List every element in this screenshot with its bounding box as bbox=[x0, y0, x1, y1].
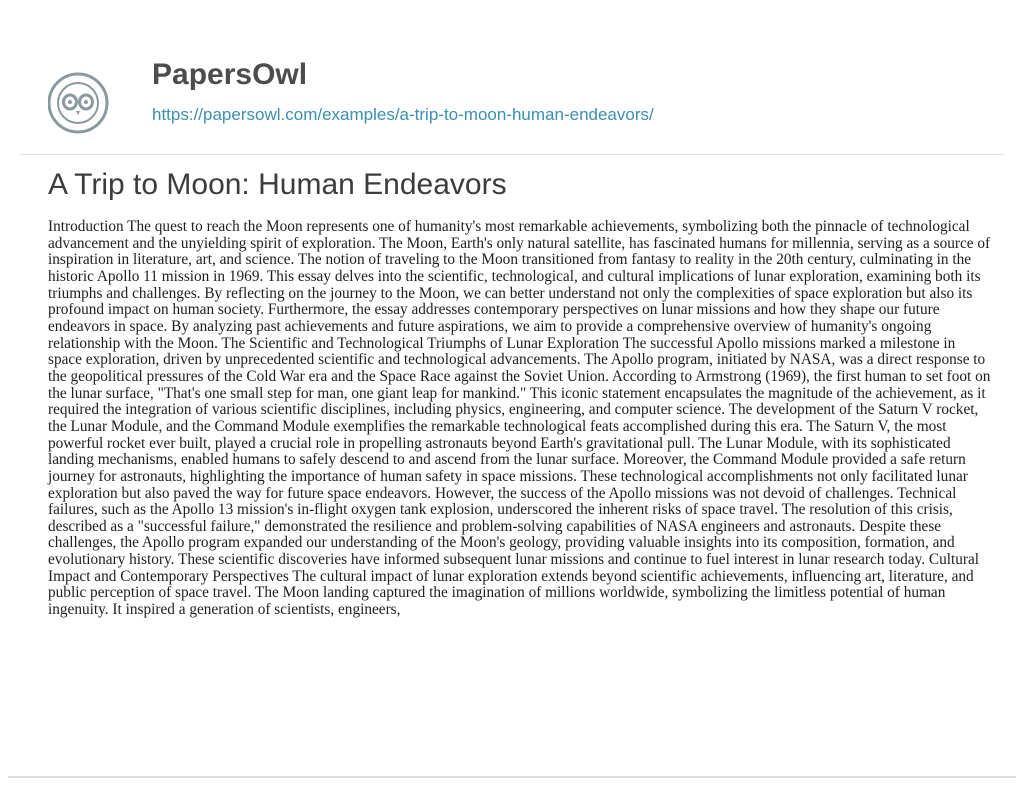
footer-divider bbox=[8, 776, 1016, 778]
page-title: A Trip to Moon: Human Endeavors bbox=[48, 168, 507, 201]
article-body: Introduction The quest to reach the Moon represents one of humanity's most remarkable achievements, symbolizing both the pinnacle of technological advancement and the unyielding spirit of exploration. The Moon, Earth's only natural satellite, has fascinated humans for millennia, serving as a source of inspiration in literature, art, and science. The notion of traveling to the Moon transitioned from fantasy to reality in the 20th century, culminating in the historic Apollo 11 mission in 1969. This essay delves into the scientific, technological, and cultural implications of lunar exploration, examining both its triumphs and challenges. By reflecting on the journey to the Moon, we can better understand not only the complexities of space exploration but also its profound impact on human society. Furthermore, the essay addresses contemporary perspectives on lunar missions and how they shape our future endeavors in space. By analyzing past achievements and future aspirations, we aim to provide a comprehensive overview of humanity's ongoing relationship with the Moon. The Scientific and Technological Triumphs of Lunar Exploration The successful Apollo missions marked a milestone in space exploration, driven by unprecedented scientific and technological advancements. The Apollo program, initiated by NASA, was a direct response to the geopolitical pressures of the Cold War era and the Space Race against the Soviet Union. According to Armstrong (1969), the first human to set foot on the lunar surface, "That's one small step for man, one giant leap for mankind." This iconic statement encapsulates the magnitude of the achievement, as it required the integration of various scientific disciplines, including physics, engineering, and computer science. The development of the Saturn V rocket, the Lunar Module, and the Command Module exemplifies the remarkable technological feats accomplished during this era. The Saturn V, the most powerful rocket ever built, played a crucial role in propelling astronauts beyond Earth's gravitational pull. The Lunar Module, with its sophisticated landing mechanisms, enabled humans to safely descend to and ascend from the lunar surface. Moreover, the Command Module provided a safe return journey for astronauts, highlighting the importance of human safety in space missions. These technological accomplishments not only facilitated lunar exploration but also paved the way for future space endeavors. However, the success of the Apollo missions was not devoid of challenges. Technical failures, such as the Apollo 13 mission's in-flight oxygen tank explosion, underscored the inherent risks of space travel. The resolution of this crisis, described as a "successful failure," demonstrated the resilience and problem-solving capabilities of NASA engineers and astronauts. Despite these challenges, the Apollo program expanded our understanding of the Moon's geology, providing valuable insights into its composition, formation, and evolutionary history. These scientific discoveries have informed subsequent lunar missions and continue to fuel interest in lunar research today. Cultural Impact and Contemporary Perspectives The cultural impact of lunar exploration extends beyond scientific achievements, influencing art, literature, and public perception of space travel. The Moon landing captured the imagination of millions worldwide, symbolizing the limitless potential of human ingenuity. It inspired a generation of scientists, engineers, bbox=[48, 218, 991, 619]
site-header bbox=[0, 0, 1024, 155]
brand-name[interactable]: PapersOwl bbox=[152, 58, 308, 91]
owl-icon[interactable] bbox=[48, 70, 136, 136]
header-divider bbox=[20, 154, 1004, 155]
article-url-link[interactable]: https://papersowl.com/examples/a-trip-to-moon-human-endeavors/ bbox=[152, 105, 654, 124]
